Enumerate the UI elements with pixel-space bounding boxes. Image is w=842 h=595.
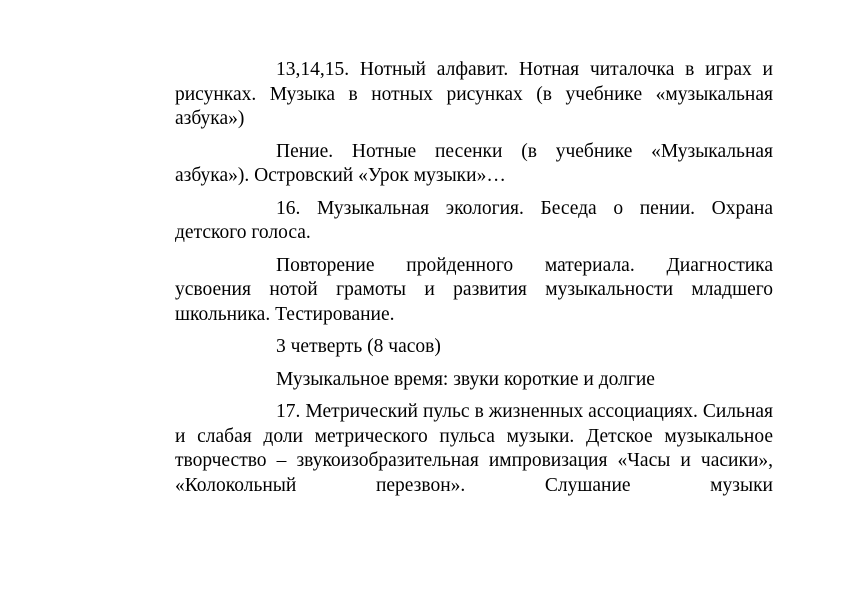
paragraph-singing: Пение. Нотные песенки (в учебнике «Музыкальная азбука»). Островский «Урок музыки»… bbox=[175, 140, 773, 186]
paragraph-quarter-heading: 3 четверть (8 часов) bbox=[276, 336, 441, 357]
paragraph-review: Повторение пройденного материала. Диагностика усвоения нотой грамоты и развития музыкальности младшего школьника. Тестирование. bbox=[175, 254, 773, 325]
paragraph-lesson-17: 17. Метрический пульс в жизненных ассоциациях. Сильная и слабая доли метрического пульса музыки. Детское музыкальное творчество – звукоизобразительная импровизация «Часы и часики», «Колокольный перезвон». Слушание музыки bbox=[175, 401, 773, 496]
document-text bbox=[175, 58, 773, 506]
paragraph-section-title: Музыкальное время: звуки короткие и долгие bbox=[276, 368, 655, 390]
paragraph-lesson-16: 16. Музыкальная экология. Беседа о пении. Охрана детского голоса. bbox=[175, 197, 773, 243]
paragraph-lesson-13-15: 13,14,15. Нотный алфавит. Нотная читалочка в играх и рисунках. Музыка в нотных рисунках (в учебнике «музыкальная азбука») bbox=[175, 59, 773, 129]
